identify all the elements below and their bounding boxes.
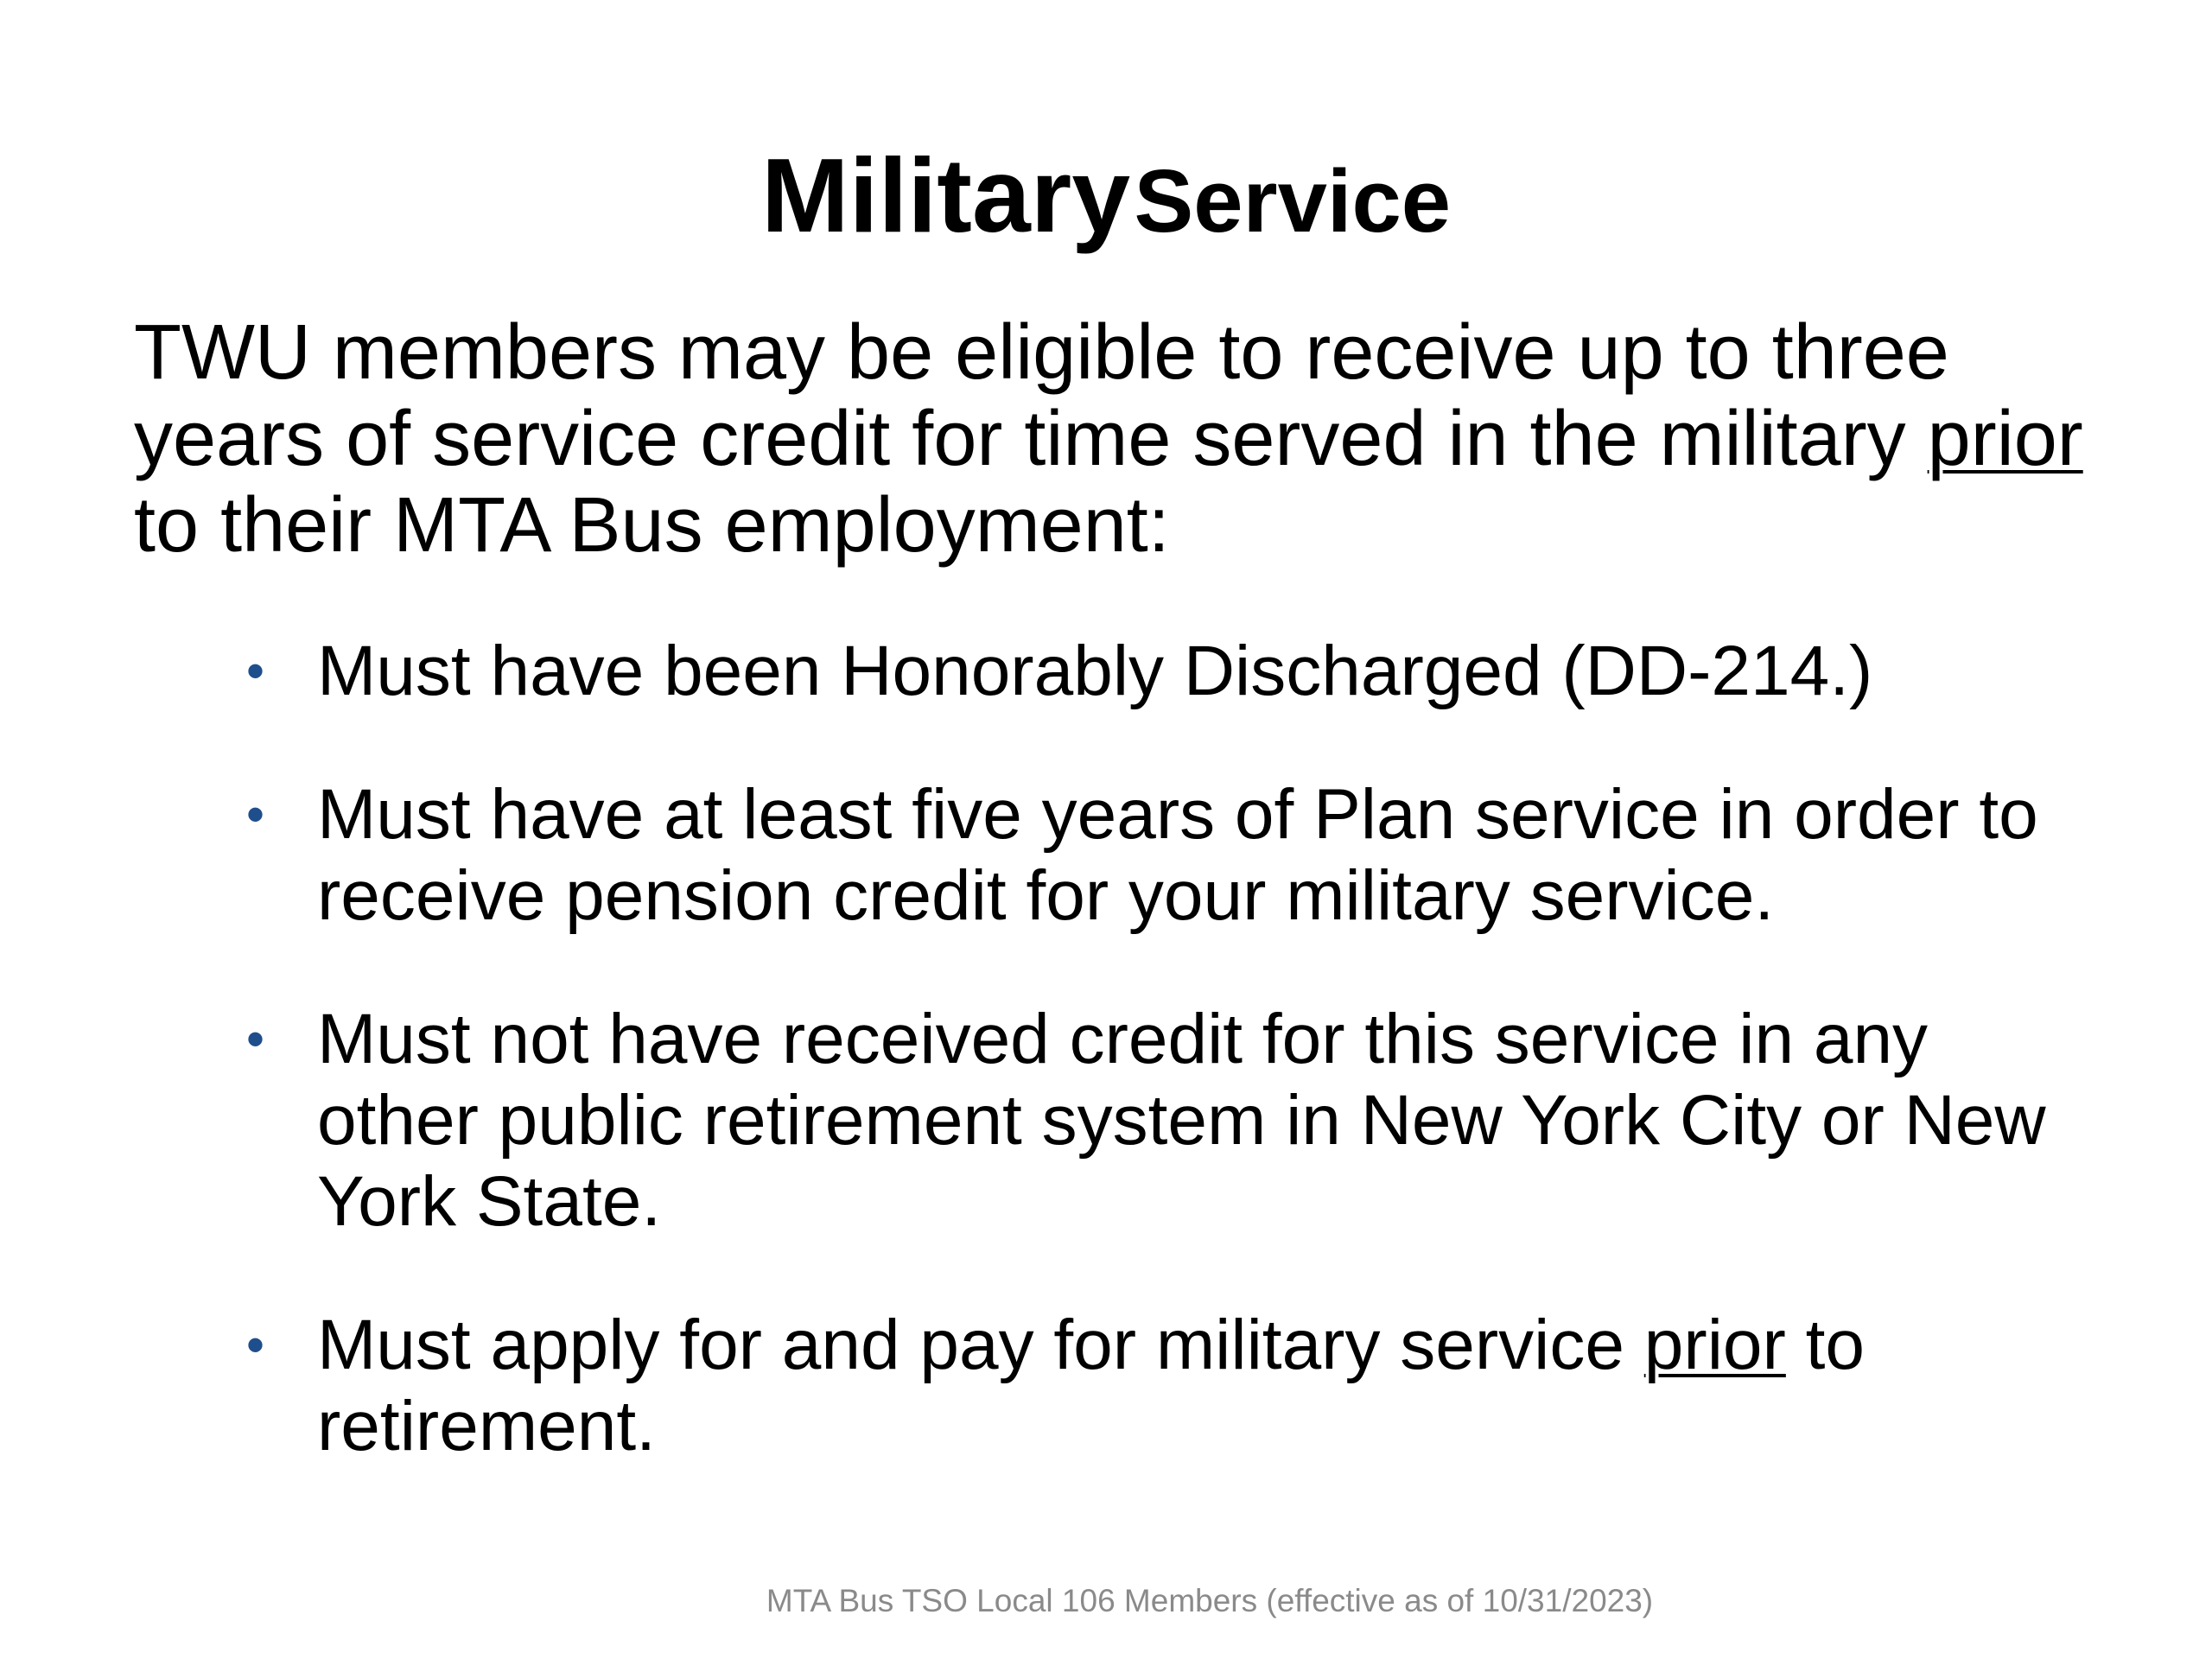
requirements-list <box>238 631 2095 1529</box>
slide-footer: MTA Bus TSO Local 106 Members (effective as of 10/31/2023) <box>766 1583 1654 1618</box>
list-item <box>238 999 2095 1243</box>
bullet-underlined-prior: prior <box>1643 1306 1786 1384</box>
bullet-text-before: Must apply for and pay for military service <box>317 1306 1644 1384</box>
bullet-dot-icon: • <box>246 1010 265 1068</box>
bullet-dot-icon: • <box>246 1316 265 1374</box>
list-item <box>238 631 2095 712</box>
intro-paragraph <box>134 309 2121 569</box>
bullet-dot-icon: • <box>246 785 265 843</box>
bullet-text: Must have at least five years of Plan service in order to receive pension credit for your military service. <box>317 775 2038 935</box>
intro-text-after: to their MTA Bus employment: <box>134 482 1170 569</box>
bullet-dot-icon: • <box>246 642 265 700</box>
title-military: Military <box>760 137 1131 254</box>
bullet-text: Must not have received credit for this service in any other public retirement system in New York City or New York State. <box>317 1000 2046 1241</box>
bullet-text <box>317 1306 1865 1465</box>
bullet-text: Must have been Honorably Discharged (DD-214.) <box>317 632 1873 710</box>
intro-text-before: TWU members may be eligible to receive up to three years of service credit for time served in the military <box>134 309 1949 482</box>
title-service: Service <box>1134 151 1452 251</box>
intro-underlined-prior: prior <box>1927 396 2083 482</box>
list-item <box>238 774 2095 937</box>
slide-title <box>0 137 2212 254</box>
bullet-text-after: to retirement. <box>317 1306 1865 1465</box>
list-item <box>238 1305 2095 1467</box>
